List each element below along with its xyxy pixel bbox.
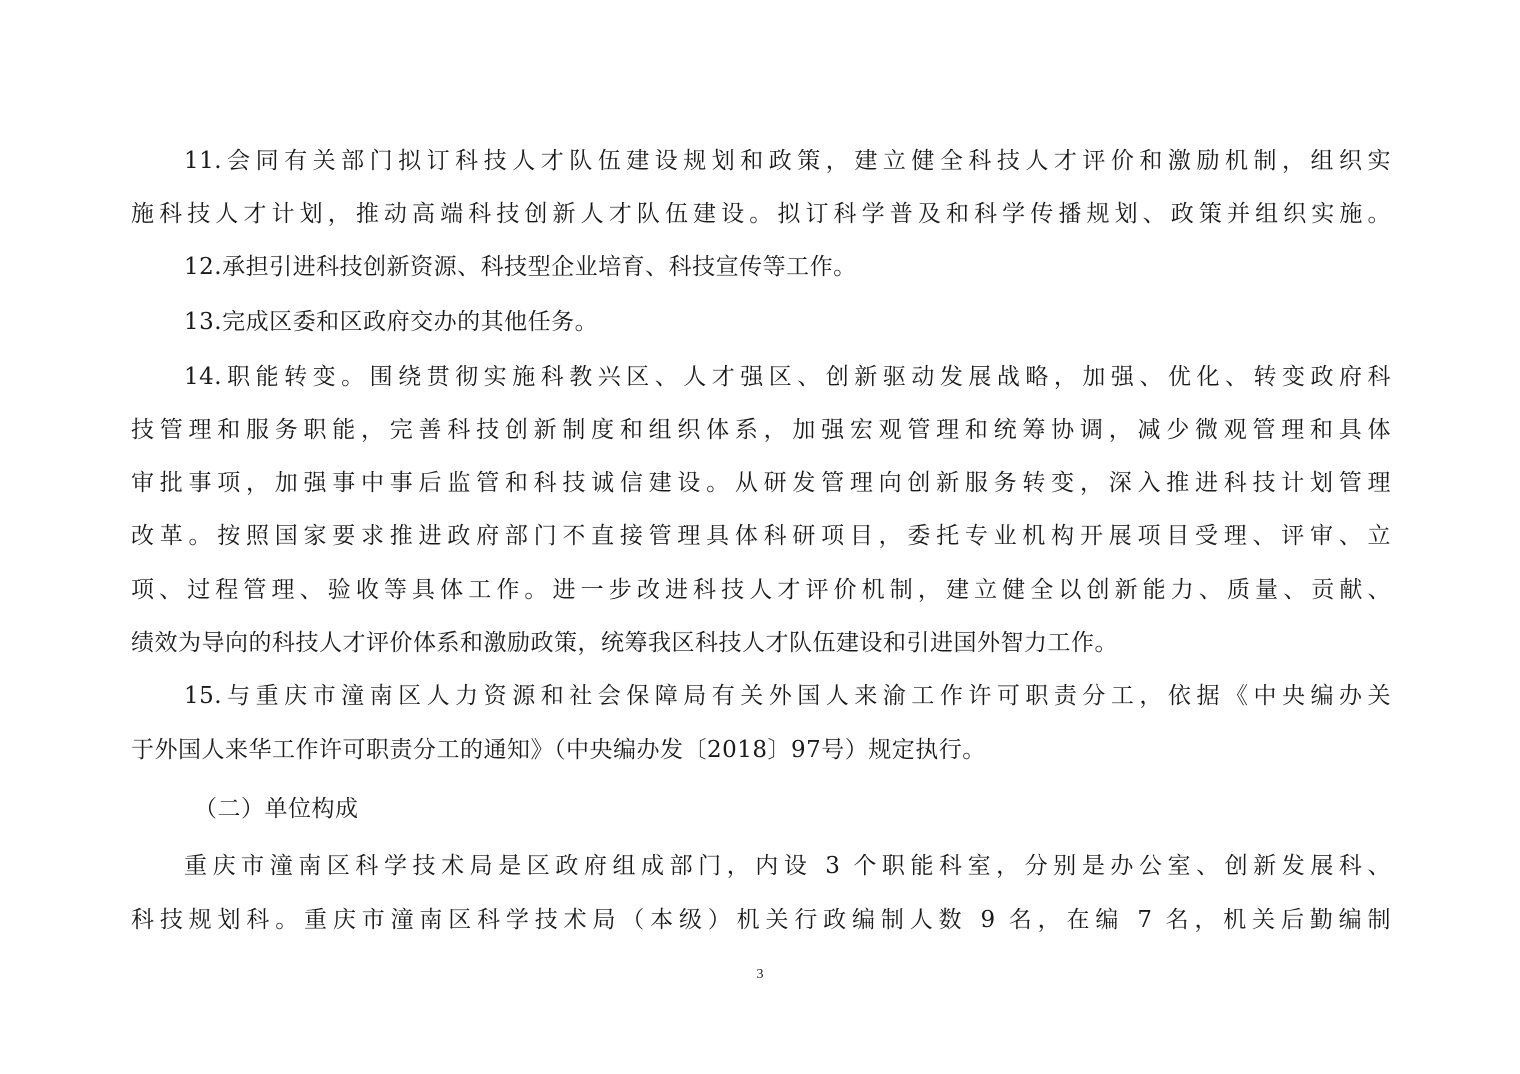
- paragraph-11-line-1: 11.会同有关部门拟订科技人才队伍建设规划和政策，建立健全科技人才评价和激励机制，组织实: [184, 148, 1391, 174]
- paragraph-15-line-1: 15.与重庆市潼南区人力资源和社会保障局有关外国人来渝工作许可职责分工，依据《中央编办关: [184, 683, 1391, 709]
- paragraph-12: 12.承担引进科技创新资源、科技型企业培育、科技宣传等工作。: [184, 254, 857, 280]
- paragraph-13: 13.完成区委和区政府交办的其他任务。: [184, 309, 599, 335]
- paragraph-15-line-2: 于外国人来华工作许可职责分工的通知》（中央编办发〔2018〕97号）规定执行。: [131, 737, 986, 763]
- unit-composition-line-2: 科技规划科。重庆市潼南区科学技术局（本级）机关行政编制人数 9 名，在编 7 名，机关后勤编制: [131, 907, 1391, 933]
- section-heading: （二）单位构成: [194, 796, 359, 822]
- unit-composition-line-1: 重庆市潼南区科学技术局是区政府组成部门，内设 3 个职能科室，分别是办公室、创新发展科、: [184, 853, 1391, 879]
- paragraph-14-line-3: 审批事项，加强事中事后监管和科技诚信建设。从研发管理向创新服务转变，深入推进科技计划管理: [131, 470, 1391, 496]
- page-number: 3: [756, 967, 764, 982]
- paragraph-11-line-2: 施科技人才计划，推动高端科技创新人才队伍建设。拟订科学普及和科学传播规划、政策并组织实施。: [131, 201, 1391, 227]
- paragraph-14-line-6: 绩效为导向的科技人才评价体系和激励政策，统筹我区科技人才队伍建设和引进国外智力工作。: [131, 630, 1118, 656]
- paragraph-14-line-4: 改革。按照国家要求推进政府部门不直接管理具体科研项目，委托专业机构开展项目受理、评审、立: [131, 523, 1391, 549]
- paragraph-14-line-2: 技管理和服务职能，完善科技创新制度和组织体系，加强宏观管理和统筹协调，减少微观管理和具体: [131, 417, 1391, 443]
- paragraph-14-line-5: 项、过程管理、验收等具体工作。进一步改进科技人才评价机制，建立健全以创新能力、质量、贡献、: [131, 577, 1391, 603]
- paragraph-14-line-1: 14.职能转变。围绕贯彻实施科教兴区、人才强区、创新驱动发展战略，加强、优化、转变政府科: [184, 364, 1391, 390]
